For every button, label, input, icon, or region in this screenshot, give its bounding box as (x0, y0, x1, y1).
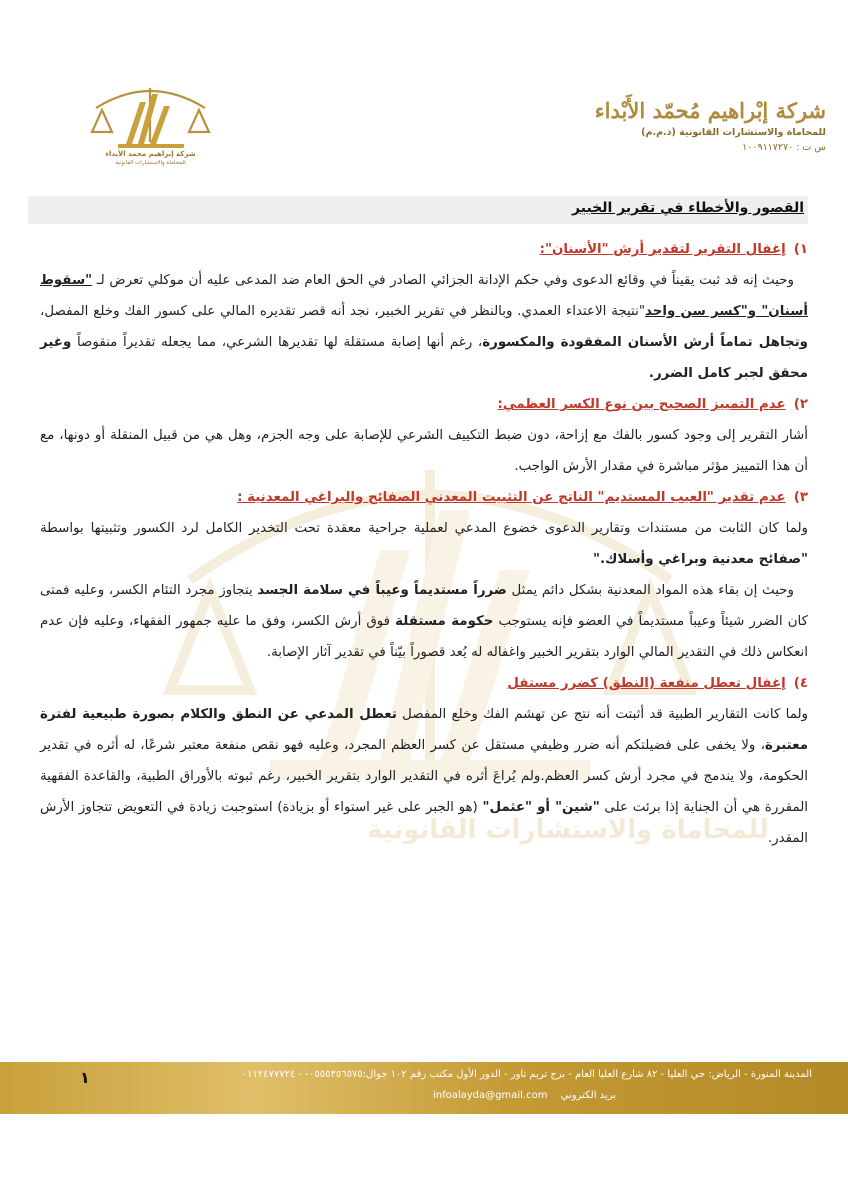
underlined-text: "سقوط أسنان" و"كسر سن واحد (40, 273, 808, 319)
bold-text: وغير محقق لجبر كامل الضرر. (40, 335, 808, 381)
company-name: شركة إبْراهيم مُحمّد الأَبْداء (594, 98, 826, 123)
footer-email-line (423, 1090, 616, 1101)
paragraph-text: ، ولا يخفى على فضيلتكم أنه ضرر وظيفي مستقل عن كسر العظم المجرد، وعليه فهو نقص منفعة معتبر شرعًا، له أثره في تقدير الحكومة، ولا يندمج في مجرد أرش كسر العظم.ولم يُراعَ أثره في التقدير الوارد بتقرير الخبير، رغم ثبوته بالأوراق الطبية، والقاعدة الفقهية المقررة هي أن الجناية إذا برئت على (40, 738, 808, 815)
paragraph-text: ، رغم أنها إصابة مستقلة لها تقديرها الشرعي، مما يجعله تقديراً منقوصاً (76, 335, 483, 350)
footer-address: المدينة المنورة - الرياض: حي العليا - ٨٢ شارع العليا العام - برج تريم تاور - الدور الأول مكتب رقم ١٠٢ جوال:٠٥٥٥٣٥٦٥٧٥- - ٠١١٢٤٧٧٧٢٤ (241, 1069, 812, 1080)
bold-text: "صفائح معدنية وبراغي وأسلاك." (593, 552, 808, 567)
document-body (40, 234, 808, 854)
section-heading-4 (40, 668, 808, 699)
commercial-registration: س ت : ١٠٠٩١١٧٢٧٠ (742, 142, 826, 153)
section-paragraph (40, 575, 808, 668)
page-number: ١ (80, 1068, 90, 1087)
section-paragraph (40, 699, 808, 854)
bold-text: وتجاهل تماماً أرش الأسنان المفقودة والمكسورة (482, 335, 808, 350)
section-title: إغفال تعطل منفعة (النطق) كضرر مستقل (507, 676, 786, 691)
section-title: إغفال التقرير لتقدير أرش "الأسنان": (539, 242, 786, 257)
bold-text: حكومة مستقلة (395, 614, 494, 629)
bold-text: تعطل المدعي عن النطق والكلام بصورة طبيعية لفترة معتبرة (40, 707, 808, 753)
paragraph-text: ولما كانت التقارير الطبية قد أثبتت أنه نتج عن تهشم الفك وخلع المفصل (396, 707, 808, 722)
section-title: عدم تقدير "العيب المستديم" الناتج عن التثبيت المعدني الصفائح والبراغي المعدنية : (237, 490, 786, 505)
company-header (595, 98, 826, 153)
section-paragraph (40, 513, 808, 575)
section-heading-2 (40, 389, 808, 420)
section-heading-3 (40, 482, 808, 513)
section-paragraph: أشار التقرير إلى وجود كسور بالفك مع إزاحة، دون ضبط التكييف الشرعي للإصابة على وجه الجزم، وهل هي من قبيل المنقلة أو دونها، مع أن هذا التمييز مؤثر مباشرة في مقدار الأرش الواجب. (40, 428, 808, 474)
paragraph-text: وحيث إن بقاء هذه المواد المعدنية بشكل دائم يمثل (506, 583, 794, 598)
section-number: ١) (793, 242, 808, 257)
watermark-text: للمحاماة والاستشارات القانونية (367, 815, 769, 845)
logo-caption: شركة إبراهيم محمد الأبداء (105, 150, 196, 158)
company-logo (88, 80, 213, 172)
section-paragraph (40, 265, 808, 389)
paragraph-text: وحيث إنه قد ثبت يقيناً في وقائع الدعوى وفي حكم الإدانة الجزائي الصادر في الحق العام ضد المدعى عليه أن موكلي تعرض لـ (96, 273, 794, 288)
logo-subcaption: للمحاماة والاستشارات القانونية (115, 160, 186, 166)
bold-text: "شين" أو "عثمل" (482, 800, 600, 815)
paragraph-text: "نتيجة الاعتداء العمدي. وبالنظر في تقرير الخبير، نجد أنه قصر تقديره المالي على كسور الفك وخلع المفصل، (40, 304, 645, 319)
paragraph-text: يتجاوز مجرد التئام الكسر، وعليه فمتى كان الضرر شيئاً وعيباً مستديماً في العضو فإنه يستوجب (40, 583, 808, 629)
paragraph-text: (هو الجبر على غير استواء أو بزيادة) استوجبت زيادة في التعويض تتجاوز الأرش المقدر. (40, 800, 808, 846)
section-number: ٤) (793, 676, 808, 691)
email-address[interactable]: infoalayda@gmail.com (432, 1090, 548, 1101)
section-title: عدم التمييز الصحيح بين نوع الكسر العظمي: (497, 397, 786, 412)
paragraph-text: فوق أرش الكسر، وفق ما عليه جمهور الفقهاء، وعليه فإن عدم انعكاس ذلك في التقدير المالي الوارد بتقرير الخبير واغفاله له يُعد قصوراً بيّناً في تقدير آثار الإصابة. (40, 614, 808, 660)
section-number: ٣) (793, 490, 808, 505)
footer-bar (0, 1062, 848, 1114)
section-number: ٢) (793, 397, 808, 412)
bold-text: ضرراً مستديماً وعيباً في سلامة الجسد (257, 583, 507, 598)
company-subtitle: للمحاماة والاستشارات القانونية (ذ.م.م) (641, 127, 826, 138)
section-heading-1 (40, 234, 808, 265)
email-label: بريد الكتروني (560, 1090, 616, 1101)
document-title: القصور والأخطاء في تقرير الخبير (572, 200, 804, 216)
paragraph-text: ولما كان الثابت من مستندات وتقارير الدعوى خضوع المدعي لعملية جراحية معقدة تحت التخدير الكامل لرد الكسور وتثبيتها بواسطة (40, 521, 808, 536)
